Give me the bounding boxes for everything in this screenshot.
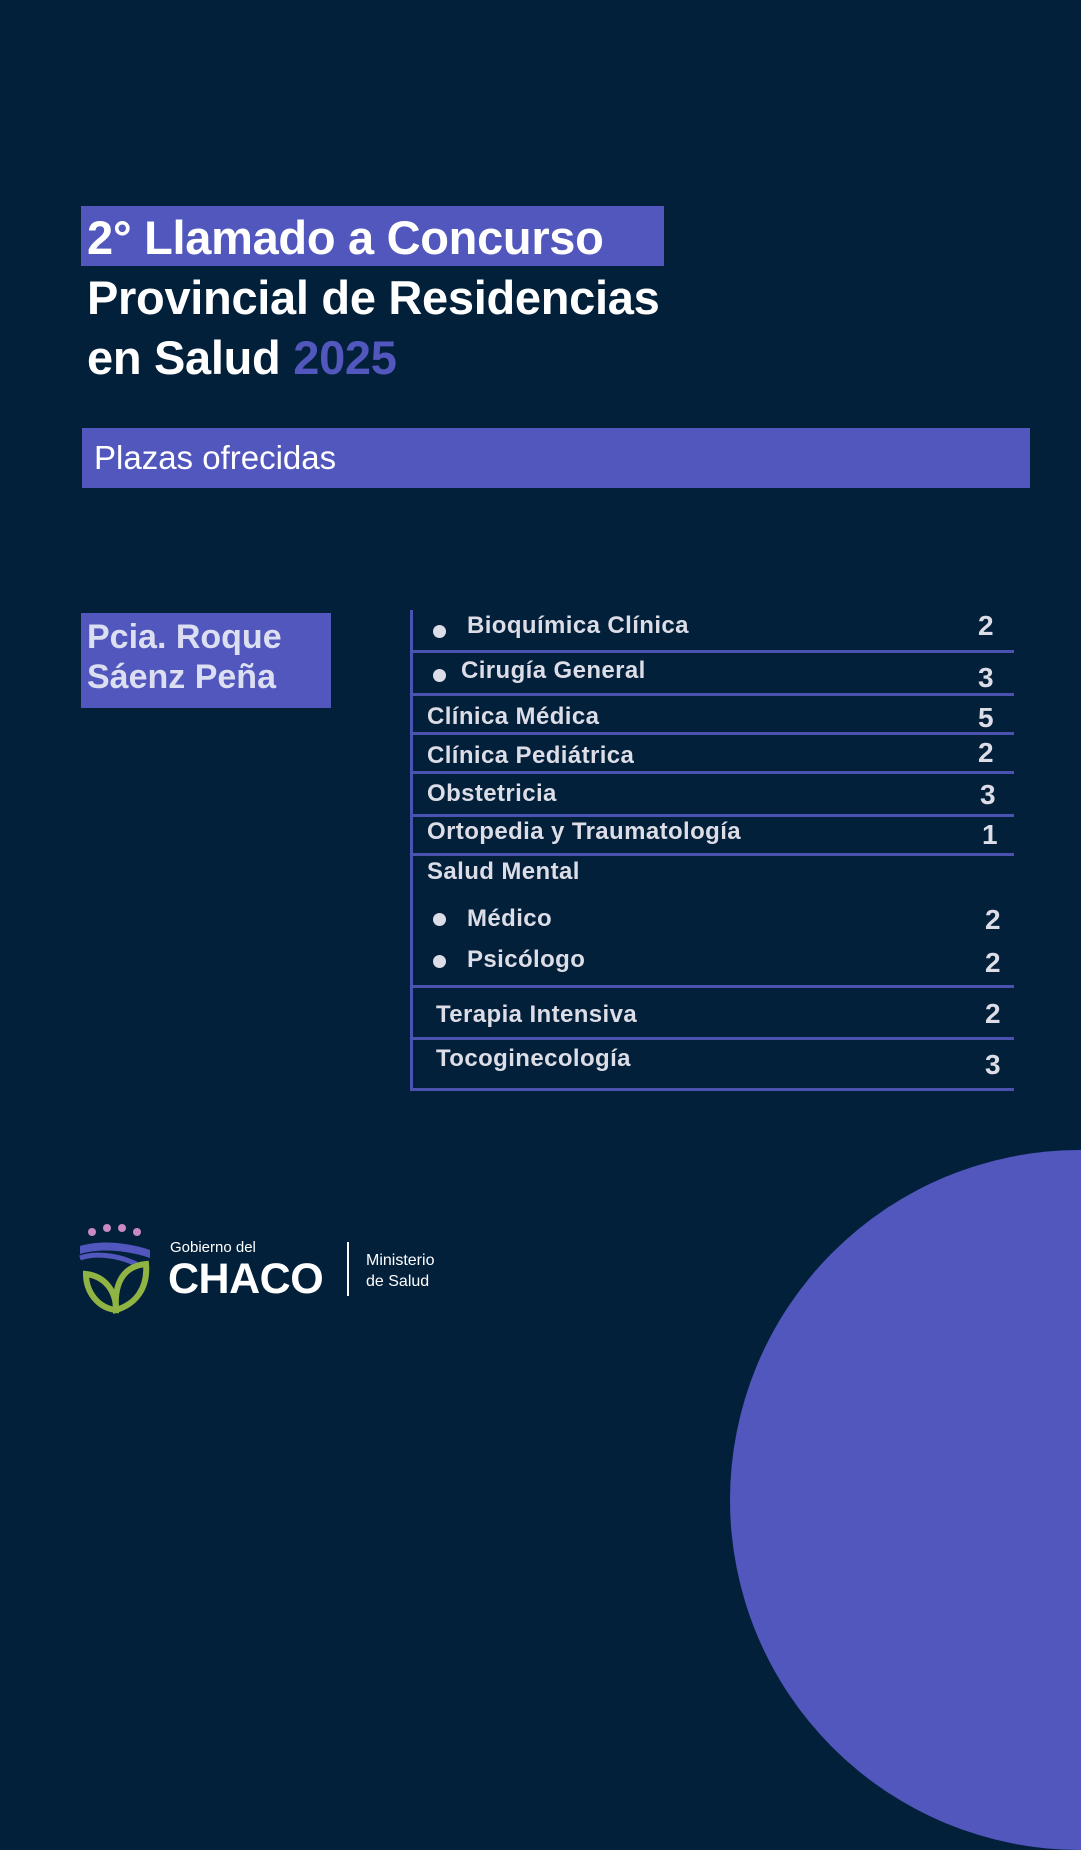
ministerio-line-2: de Salud (366, 1273, 430, 1290)
specialty-places: 2 (978, 610, 994, 641)
specialty-name: Psicólogo (467, 946, 586, 973)
specialty-places: 2 (985, 947, 1001, 978)
specialty-name: Obstetricia (427, 780, 557, 807)
row-divider (413, 853, 1014, 856)
logo-separator (347, 1242, 349, 1296)
chaco-text: CHACO (168, 1255, 324, 1303)
subtitle-bar: Plazas ofrecidas (82, 428, 1030, 488)
row-divider (413, 1037, 1014, 1040)
bullet-icon (433, 955, 446, 968)
specialty-places: 1 (982, 819, 998, 850)
specialty-name: Clínica Pediátrica (427, 742, 635, 769)
specialty-places: 3 (980, 779, 996, 810)
ministerio-line-1: Ministerio (366, 1252, 435, 1269)
specialty-name: Salud Mental (427, 858, 580, 885)
specialty-name: Cirugía General (461, 657, 646, 684)
specialty-name: Ortopedia y Traumatología (427, 818, 742, 845)
bullet-icon (433, 913, 446, 926)
region-line-2: Sáenz Peña (87, 658, 276, 696)
row-divider (413, 732, 1014, 735)
title-year: 2025 (293, 331, 397, 384)
region-line-1: Pcia. Roque (87, 618, 282, 656)
title-line-1: 2° Llamado a Concurso (87, 211, 604, 264)
row-divider (413, 1088, 1014, 1091)
specialty-places: 3 (985, 1049, 1001, 1080)
row-divider (413, 985, 1014, 988)
page-title (87, 208, 659, 388)
bullet-icon (433, 669, 446, 682)
row-divider (413, 650, 1014, 653)
title-line-2: Provincial de Residencias (87, 271, 660, 324)
specialty-places: 2 (985, 998, 1001, 1029)
table-vertical-divider (410, 610, 413, 1091)
row-divider (413, 771, 1014, 774)
bullet-icon (433, 625, 446, 638)
specialty-name: Terapia Intensiva (436, 1001, 638, 1028)
specialty-name: Bioquímica Clínica (467, 612, 689, 639)
specialty-name: Tocoginecología (436, 1045, 631, 1072)
specialty-places: 2 (978, 737, 994, 768)
specialty-places: 3 (978, 662, 994, 693)
specialty-places: 2 (985, 904, 1001, 935)
specialty-name: Médico (467, 905, 553, 932)
title-line-3: en Salud (87, 331, 281, 384)
chaco-logo-icon (78, 1224, 154, 1314)
ministerio-text (366, 1250, 434, 1292)
row-divider (413, 693, 1014, 696)
specialty-places: 5 (978, 702, 994, 733)
region-label (81, 613, 331, 708)
specialty-name: Clínica Médica (427, 703, 600, 730)
gobierno-text: Gobierno del (170, 1239, 256, 1256)
decorative-curve (730, 1150, 1081, 1850)
